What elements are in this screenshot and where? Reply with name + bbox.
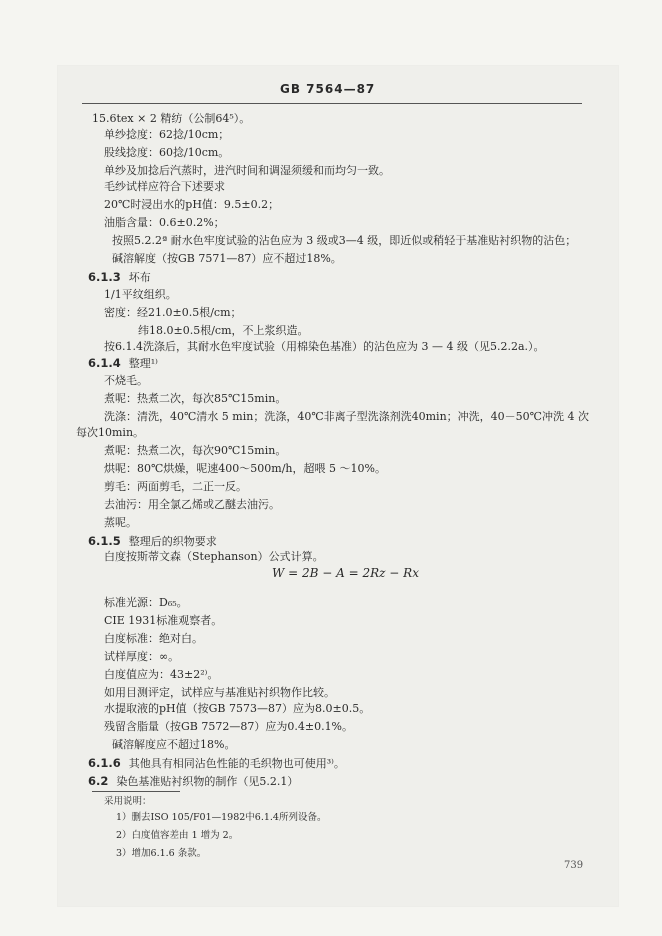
section-number: 6.1.6 — [88, 756, 121, 770]
section-heading — [88, 270, 151, 285]
body-text-line: 水提取液的pH值（按GB 7573—87）应为8.0±0.5。 — [104, 702, 371, 715]
section-number: 6.1.3 — [88, 270, 121, 284]
body-text-line: 按6.1.4洗涤后，其耐水色牢度试验（用棉染色基准）的沾色应为 3 — 4 级（见5.2.2a.）。 — [104, 340, 545, 353]
body-text-line: 如用目测评定，试样应与基准贴衬织物作比较。 — [104, 686, 335, 699]
body-text-line: 洗涤：清洗，40℃清水 5 min；洗涤，40℃非离子型洗涤剂洗40min；冲洗，40－50℃冲洗 4 次 — [104, 410, 589, 423]
body-text-line: 剪毛：两面剪毛，二正一反。 — [104, 480, 247, 493]
body-text-line: 毛纱试样应符合下述要求 — [104, 180, 225, 193]
standard-code-header: GB 7564—87 — [280, 82, 376, 96]
footnote-rule — [92, 791, 180, 792]
body-text-line: 白度标准：绝对白。 — [104, 632, 203, 645]
body-text-line: 不烧毛。 — [104, 374, 148, 387]
body-text-line: 15.6tex × 2 精纺（公制64⁵）。 — [92, 112, 251, 125]
section-title: 整理后的织物要求 — [128, 535, 217, 548]
body-text-line: CIE 1931标准观察者。 — [104, 614, 223, 627]
header-rule — [82, 103, 582, 104]
footnote-3: 3）增加6.1.6 条款。 — [116, 848, 207, 859]
body-text-line: 煮呢：热煮二次，每次85℃15min。 — [104, 392, 287, 405]
section-title: 染色基准贴衬织物的制作（见5.2.1） — [116, 775, 299, 788]
body-text-line: 残留含脂量（按GB 7572—87）应为0.4±0.1%。 — [104, 720, 354, 733]
body-text-line: 1/1平纹组织。 — [104, 288, 177, 301]
section-title: 坏布 — [128, 271, 151, 284]
body-text-line: 蒸呢。 — [104, 516, 137, 529]
section-number: 6.2 — [88, 774, 109, 788]
body-text-line: 单纱及加捻后汽蒸时，进汽时间和调湿须缓和而均匀一致。 — [104, 164, 390, 177]
section-title: 其他具有相同沾色性能的毛织物也可使用³⁾。 — [128, 757, 345, 770]
page-number: 739 — [564, 860, 584, 871]
body-text-line: 按照5.2.2ª 耐水色牢度试验的沾色应为 3 级或3—4 级，即近似或稍轻于基准贴衬织物的沾色； — [112, 234, 577, 247]
whiteness-formula: W = 2B − A = 2Rz − Rx — [272, 566, 419, 580]
body-text-line: 去油污：用全氯乙烯或乙醚去油污。 — [104, 498, 280, 511]
body-text-line: 20℃时浸出水的pH值：9.5±0.2； — [104, 198, 280, 211]
footnote-title: 采用说明： — [104, 796, 152, 807]
body-text-line: 密度：经21.0±0.5根/cm； — [104, 306, 242, 319]
body-text-line: 标准光源：D₆₅。 — [104, 596, 188, 609]
body-text-line: 油脂含量：0.6±0.2%； — [104, 216, 225, 229]
body-text-line: 每次10min。 — [76, 426, 145, 439]
section-heading — [88, 756, 345, 771]
section-title: 整理¹⁾ — [128, 357, 158, 370]
body-text-line: 试样厚度：∞。 — [104, 650, 180, 663]
body-text-line: 纬18.0±0.5根/cm，不上浆织造。 — [138, 324, 309, 337]
footnote-1: 1）删去ISO 105/F01—1982中6.1.4所列设备。 — [116, 812, 327, 823]
body-text-line: 白度值应为：43±2²⁾。 — [104, 668, 219, 681]
section-heading — [88, 774, 298, 789]
body-text-line: 烘呢：80℃烘燥，呢速400～500m/h，超喂 5 ～10%。 — [104, 462, 386, 475]
body-text-line: 煮呢：热煮二次，每次90℃15min。 — [104, 444, 287, 457]
section-number: 6.1.5 — [88, 534, 121, 548]
body-text-line: 白度按斯蒂文森（Stephanson）公式计算。 — [104, 550, 324, 563]
section-heading — [88, 534, 217, 549]
section-heading — [88, 356, 158, 371]
footnote-2: 2）白度值容差由 1 增为 2。 — [116, 830, 239, 841]
body-text-line: 碱溶解度应不超过18%。 — [112, 738, 236, 751]
section-number: 6.1.4 — [88, 356, 121, 370]
body-text-line: 单纱捻度：62捻/10cm； — [104, 128, 230, 141]
body-text-line: 股线捻度：60捻/10cm。 — [104, 146, 230, 159]
body-text-line: 碱溶解度（按GB 7571—87）应不超过18%。 — [112, 252, 342, 265]
